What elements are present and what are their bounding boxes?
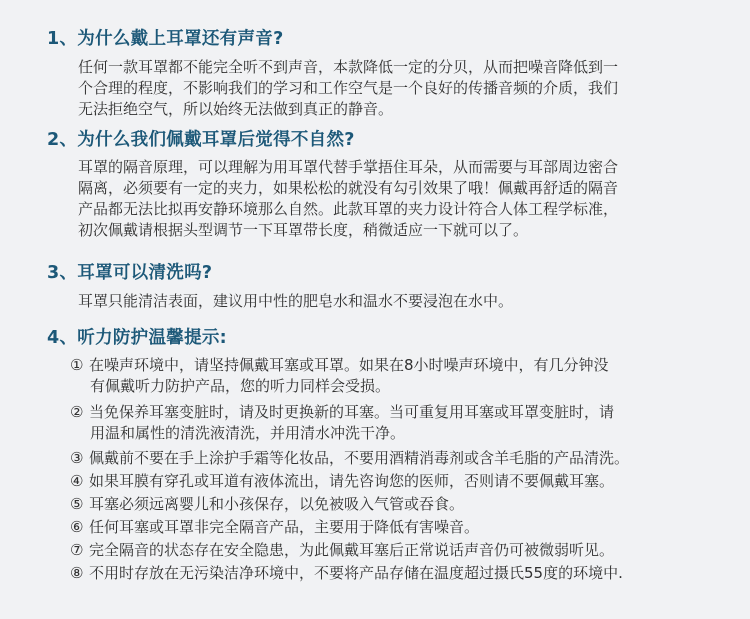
faq-heading-3: 3、耳罩可以清洗吗?: [47, 263, 213, 283]
tip-item-6: [70, 517, 479, 538]
faq-answer-3: [78, 291, 703, 312]
tip-item-2: [70, 402, 614, 444]
tip-number: ⑤: [70, 495, 84, 513]
tip-text: 如果耳膜有穿孔或耳道有液体流出，请先咨询您的医师，否则请不要佩戴耳塞。: [89, 472, 615, 490]
tip-number: ⑥: [70, 518, 84, 536]
tip-item-3: [70, 448, 629, 469]
tip-text: 任何耳塞或耳罩非完全隔音产品，主要用于降低有害噪音。: [89, 518, 480, 536]
faq-heading-1: 1、为什么戴上耳罩还有声音?: [47, 29, 284, 49]
tip-text: 耳塞必须远离婴儿和小孩保存，以免被吸入气管或吞食。: [89, 495, 465, 513]
tip-item-1: [70, 355, 609, 397]
tip-number: ⑧: [70, 564, 84, 582]
tip-text-continued: 用温和属性的清洗液清洗，并用清水冲洗干净。: [90, 424, 406, 442]
answer-line: 耳罩只能清洁表面，建议用中性的肥皂水和温水不要浸泡在水中。: [78, 292, 514, 310]
tip-item-4: [70, 471, 614, 492]
tip-text: 完全隔音的状态存在安全隐患，为此佩戴耳塞后正常说话声音仍可被微弱听见。: [89, 541, 615, 559]
answer-line: 无法拒绝空气，所以始终无法做到真正的静音。: [78, 100, 394, 118]
tip-text: 在噪声环境中，请坚持佩戴耳塞或耳罩。如果在8小时噪声环境中，有几分钟没: [89, 356, 609, 374]
answer-line: 任何一款耳罩都不能完全听不到声音，本款降低一定的分贝，从而把噪音降低到一: [78, 58, 619, 76]
tip-item-8: [70, 563, 623, 584]
tip-number: ④: [70, 472, 84, 490]
faq-heading-4: 4、听力防护温馨提示:: [47, 328, 227, 348]
tip-number: ①: [70, 356, 84, 374]
tip-number: ⑦: [70, 541, 84, 559]
tip-item-7: [70, 540, 614, 561]
answer-line: 初次佩戴请根据头型调节一下耳罩带长度，稍微适应一下就可以了。: [78, 221, 529, 239]
tip-number: ②: [70, 403, 84, 421]
tip-text: 不用时存放在无污染洁净环境中，不要将产品存储在温度超过摄氏55度的环境中.: [89, 564, 623, 582]
answer-line: 个合理的程度，不影响我们的学习和工作空气是一个良好的传播音频的介质，我们: [78, 79, 619, 97]
answer-line: 耳罩的隔音原理，可以理解为用耳罩代替手掌捂住耳朵，从而需要与耳部周边密合: [78, 158, 619, 176]
tip-text: 当免保养耳塞变脏时，请及时更换新的耳塞。当可重复用耳塞或耳罩变脏时，请: [89, 403, 615, 421]
tip-item-5: [70, 494, 464, 515]
tip-text-continued: 有佩戴听力防护产品，您的听力同样会受损。: [90, 377, 391, 395]
tip-number: ③: [70, 449, 84, 467]
answer-line: 隔离，必须要有一定的夹力，如果松松的就没有勾引效果了哦！佩戴再舒适的隔音: [78, 179, 619, 197]
faq-answer-2: [78, 157, 703, 241]
tip-text: 佩戴前不要在手上涂护手霜等化妆品，不要用酒精消毒剂或含羊毛脂的产品清洗。: [89, 449, 630, 467]
faq-answer-1: [78, 57, 703, 120]
answer-line: 产品都无法比拟再安静环境那么自然。此款耳罩的夹力设计符合人体工程学标准，: [78, 200, 619, 218]
faq-heading-2: 2、为什么我们佩戴耳罩后觉得不自然?: [47, 130, 355, 150]
